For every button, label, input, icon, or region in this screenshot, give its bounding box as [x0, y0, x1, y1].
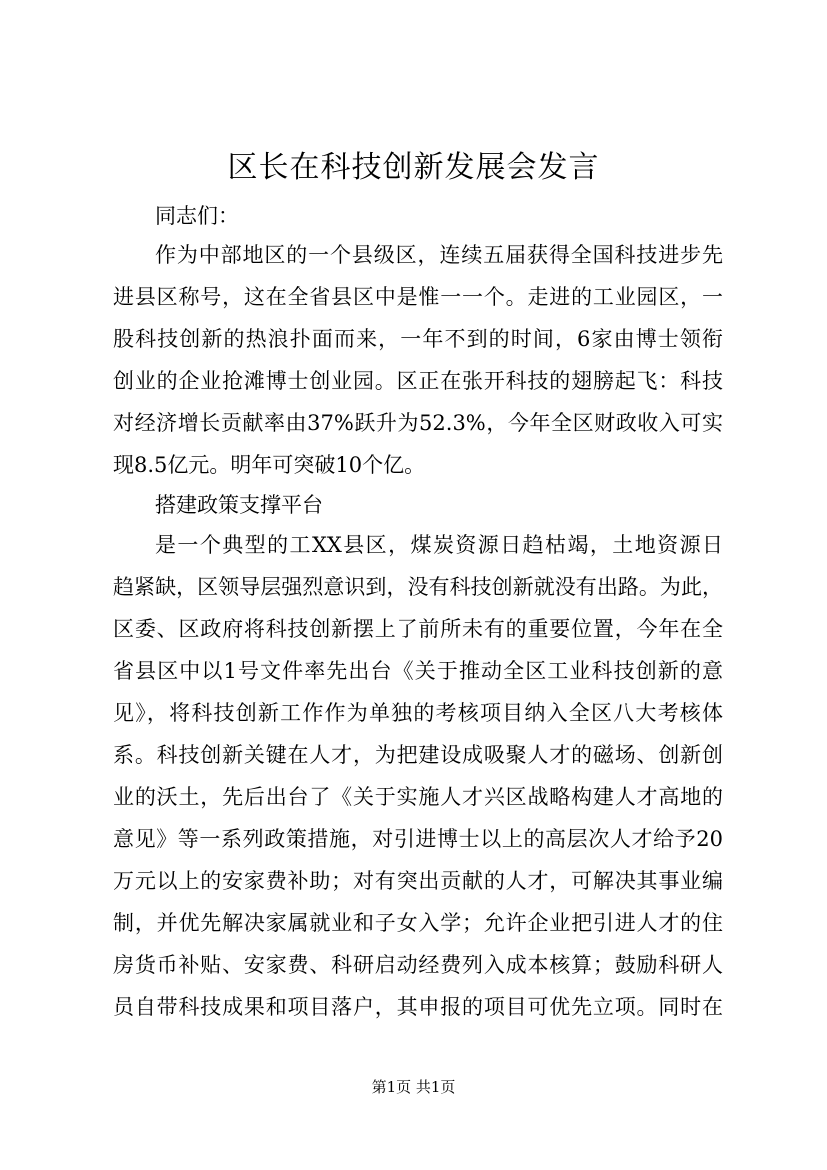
document-title: 区长在科技创新发展会发言	[227, 150, 600, 185]
paragraph-line: 股科技创新的热浪扑面而来，一年不到的时间，6家由博士领衔	[113, 327, 723, 351]
paragraph-line: 制，并优先解决家属就业和子女入学；允许企业把引进人才的住	[113, 911, 723, 935]
paragraph-line: 省县区中以1号文件率先出台《关于推动全区工业科技创新的意	[113, 659, 723, 683]
paragraph-line: 意见》等一系列政策措施，对引进博士以上的高层次人才给予20	[113, 827, 723, 851]
paragraph-line: 趋紧缺，区领导层强烈意识到，没有科技创新就没有出路。为此，	[113, 575, 723, 599]
paragraph-line: 现8.5亿元。明年可突破10个亿。	[113, 453, 426, 477]
paragraph-line: 是一个典型的工XX县区，煤炭资源日趋枯竭，土地资源日	[155, 533, 723, 557]
paragraph-line: 区委、区政府将科技创新摆上了前所未有的重要位置，今年在全	[113, 617, 723, 641]
section-heading: 搭建政策支撑平台	[155, 493, 323, 517]
paragraph-line: 万元以上的安家费补助；对有突出贡献的人才，可解决其事业编	[113, 869, 723, 893]
paragraph-line: 见》，将科技创新工作作为单独的考核项目纳入全区八大考核体	[113, 701, 723, 725]
paragraph-line: 进县区称号，这在全省县区中是惟一一个。走进的工业园区，一	[113, 285, 723, 309]
paragraph-line: 作为中部地区的一个县级区，连续五届获得全国科技进步先	[155, 243, 723, 267]
page-footer: 第1页 共1页	[371, 1078, 456, 1096]
paragraph-line: 对经济增长贡献率由37%跃升为52.3%，今年全区财政收入可实	[113, 411, 723, 435]
paragraph-line: 房货币补贴、安家费、科研启动经费列入成本核算；鼓励科研人	[113, 953, 723, 977]
paragraph-line: 业的沃土，先后出台了《关于实施人才兴区战略构建人才高地的	[113, 785, 723, 809]
paragraph-line: 系。科技创新关键在人才，为把建设成吸聚人才的磁场、创新创	[113, 743, 723, 767]
paragraph-line: 员自带科技成果和项目落户，其申报的项目可优先立项。同时在	[113, 995, 723, 1019]
paragraph-line: 创业的企业抢滩博士创业园。区正在张开科技的翅膀起飞：科技	[113, 369, 723, 393]
salutation-line: 同志们：	[155, 204, 239, 228]
